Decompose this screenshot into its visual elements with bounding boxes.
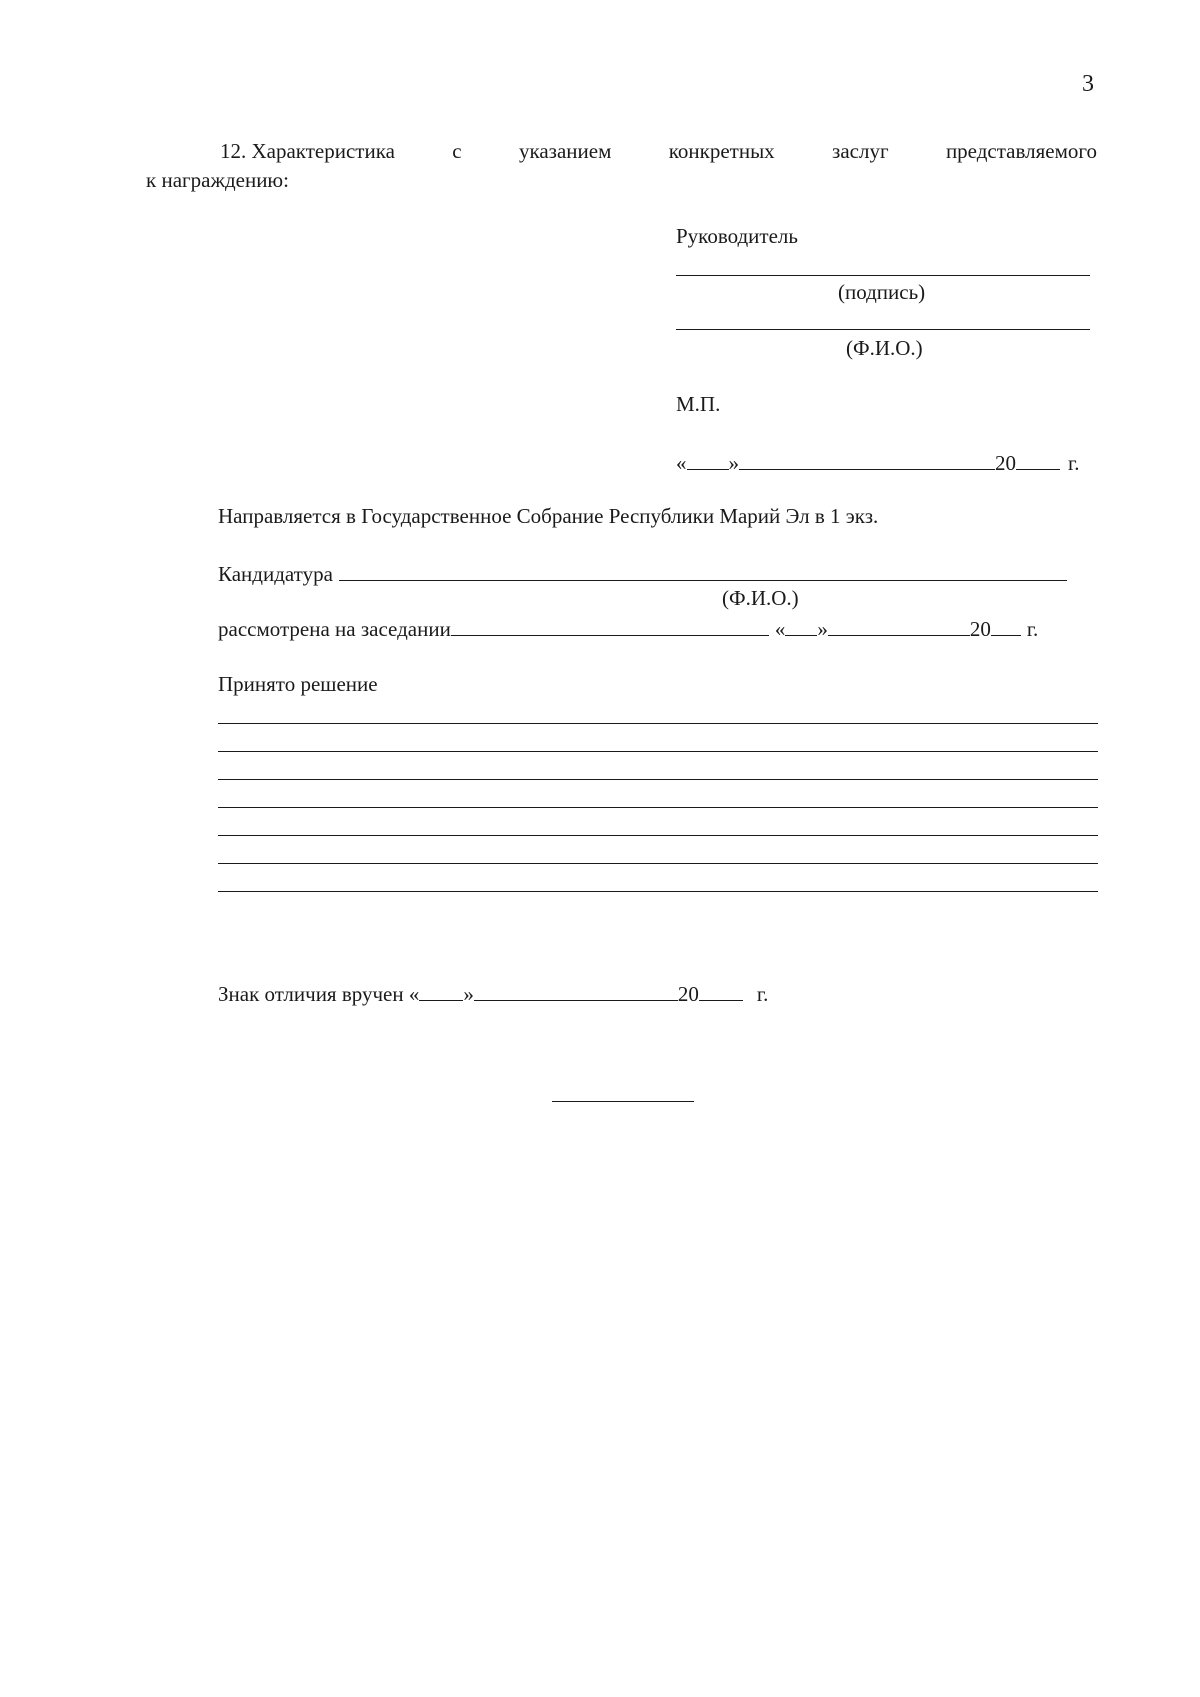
candidacy-row (218, 562, 1067, 585)
award-year-suffix: г. (756, 982, 769, 1006)
considered-year-suffix: г. (1026, 617, 1039, 641)
considered-close-quote: » (817, 617, 828, 641)
decision-label: Принято решение (218, 672, 378, 696)
head-label: Руководитель (676, 224, 798, 248)
decision-line[interactable] (218, 723, 1098, 724)
award-label: Знак отличия вручен « (218, 982, 420, 1006)
award-close-quote: » (463, 982, 474, 1006)
considered-year-field[interactable] (991, 617, 1021, 636)
section-12-word: конкретных (668, 139, 775, 163)
month-field[interactable] (739, 451, 995, 470)
decision-line[interactable] (218, 835, 1098, 836)
section-12-word: заслуг (832, 139, 889, 163)
year-field[interactable] (1016, 451, 1060, 470)
section-12-word: 12. Характеристика (220, 139, 395, 163)
considered-month-field[interactable] (828, 617, 970, 636)
decision-line[interactable] (218, 751, 1098, 752)
award-year-field[interactable] (699, 982, 743, 1001)
candidacy-name-caption: (Ф.И.О.) (722, 586, 799, 610)
section-12-word: с (452, 139, 462, 163)
date-open-quote: « (676, 451, 687, 475)
decision-line[interactable] (218, 863, 1098, 864)
day-field[interactable] (687, 451, 729, 470)
candidacy-name-field[interactable] (339, 562, 1067, 581)
considered-year-prefix: 20 (969, 617, 991, 641)
meeting-field[interactable] (451, 617, 769, 636)
date-close-quote: » (728, 451, 739, 475)
signature-line[interactable] (676, 275, 1090, 276)
award-row (218, 982, 768, 1005)
signature-caption: (подпись) (838, 280, 926, 304)
date-year-prefix: 20 (995, 451, 1016, 475)
considered-label: рассмотрена на заседании (218, 617, 451, 641)
award-month-field[interactable] (474, 982, 678, 1001)
date-year-suffix: г. (1068, 451, 1080, 475)
end-divider (552, 1101, 694, 1102)
decision-line[interactable] (218, 891, 1098, 892)
name-caption: (Ф.И.О.) (846, 336, 923, 360)
section-12-word: представляемого (945, 139, 1097, 163)
award-year-prefix: 20 (677, 982, 699, 1006)
considered-row (218, 617, 1038, 640)
sent-to-line: Направляется в Государственное Собрание Республики Марий Эл в 1 экз. (218, 504, 879, 528)
candidacy-label: Кандидатура (218, 562, 333, 586)
signature-date-row (676, 451, 1080, 474)
award-day-field[interactable] (419, 982, 463, 1001)
decision-line[interactable] (218, 779, 1098, 780)
page-number: 3 (1082, 71, 1094, 97)
section-12-heading (220, 141, 1097, 162)
section-12-word: указанием (518, 139, 612, 163)
decision-line[interactable] (218, 807, 1098, 808)
name-line[interactable] (676, 329, 1090, 330)
section-12-line2: к награждению: (146, 168, 289, 192)
considered-day-field[interactable] (785, 617, 817, 636)
seal-label: М.П. (676, 392, 721, 416)
considered-open-quote: « (774, 617, 786, 641)
